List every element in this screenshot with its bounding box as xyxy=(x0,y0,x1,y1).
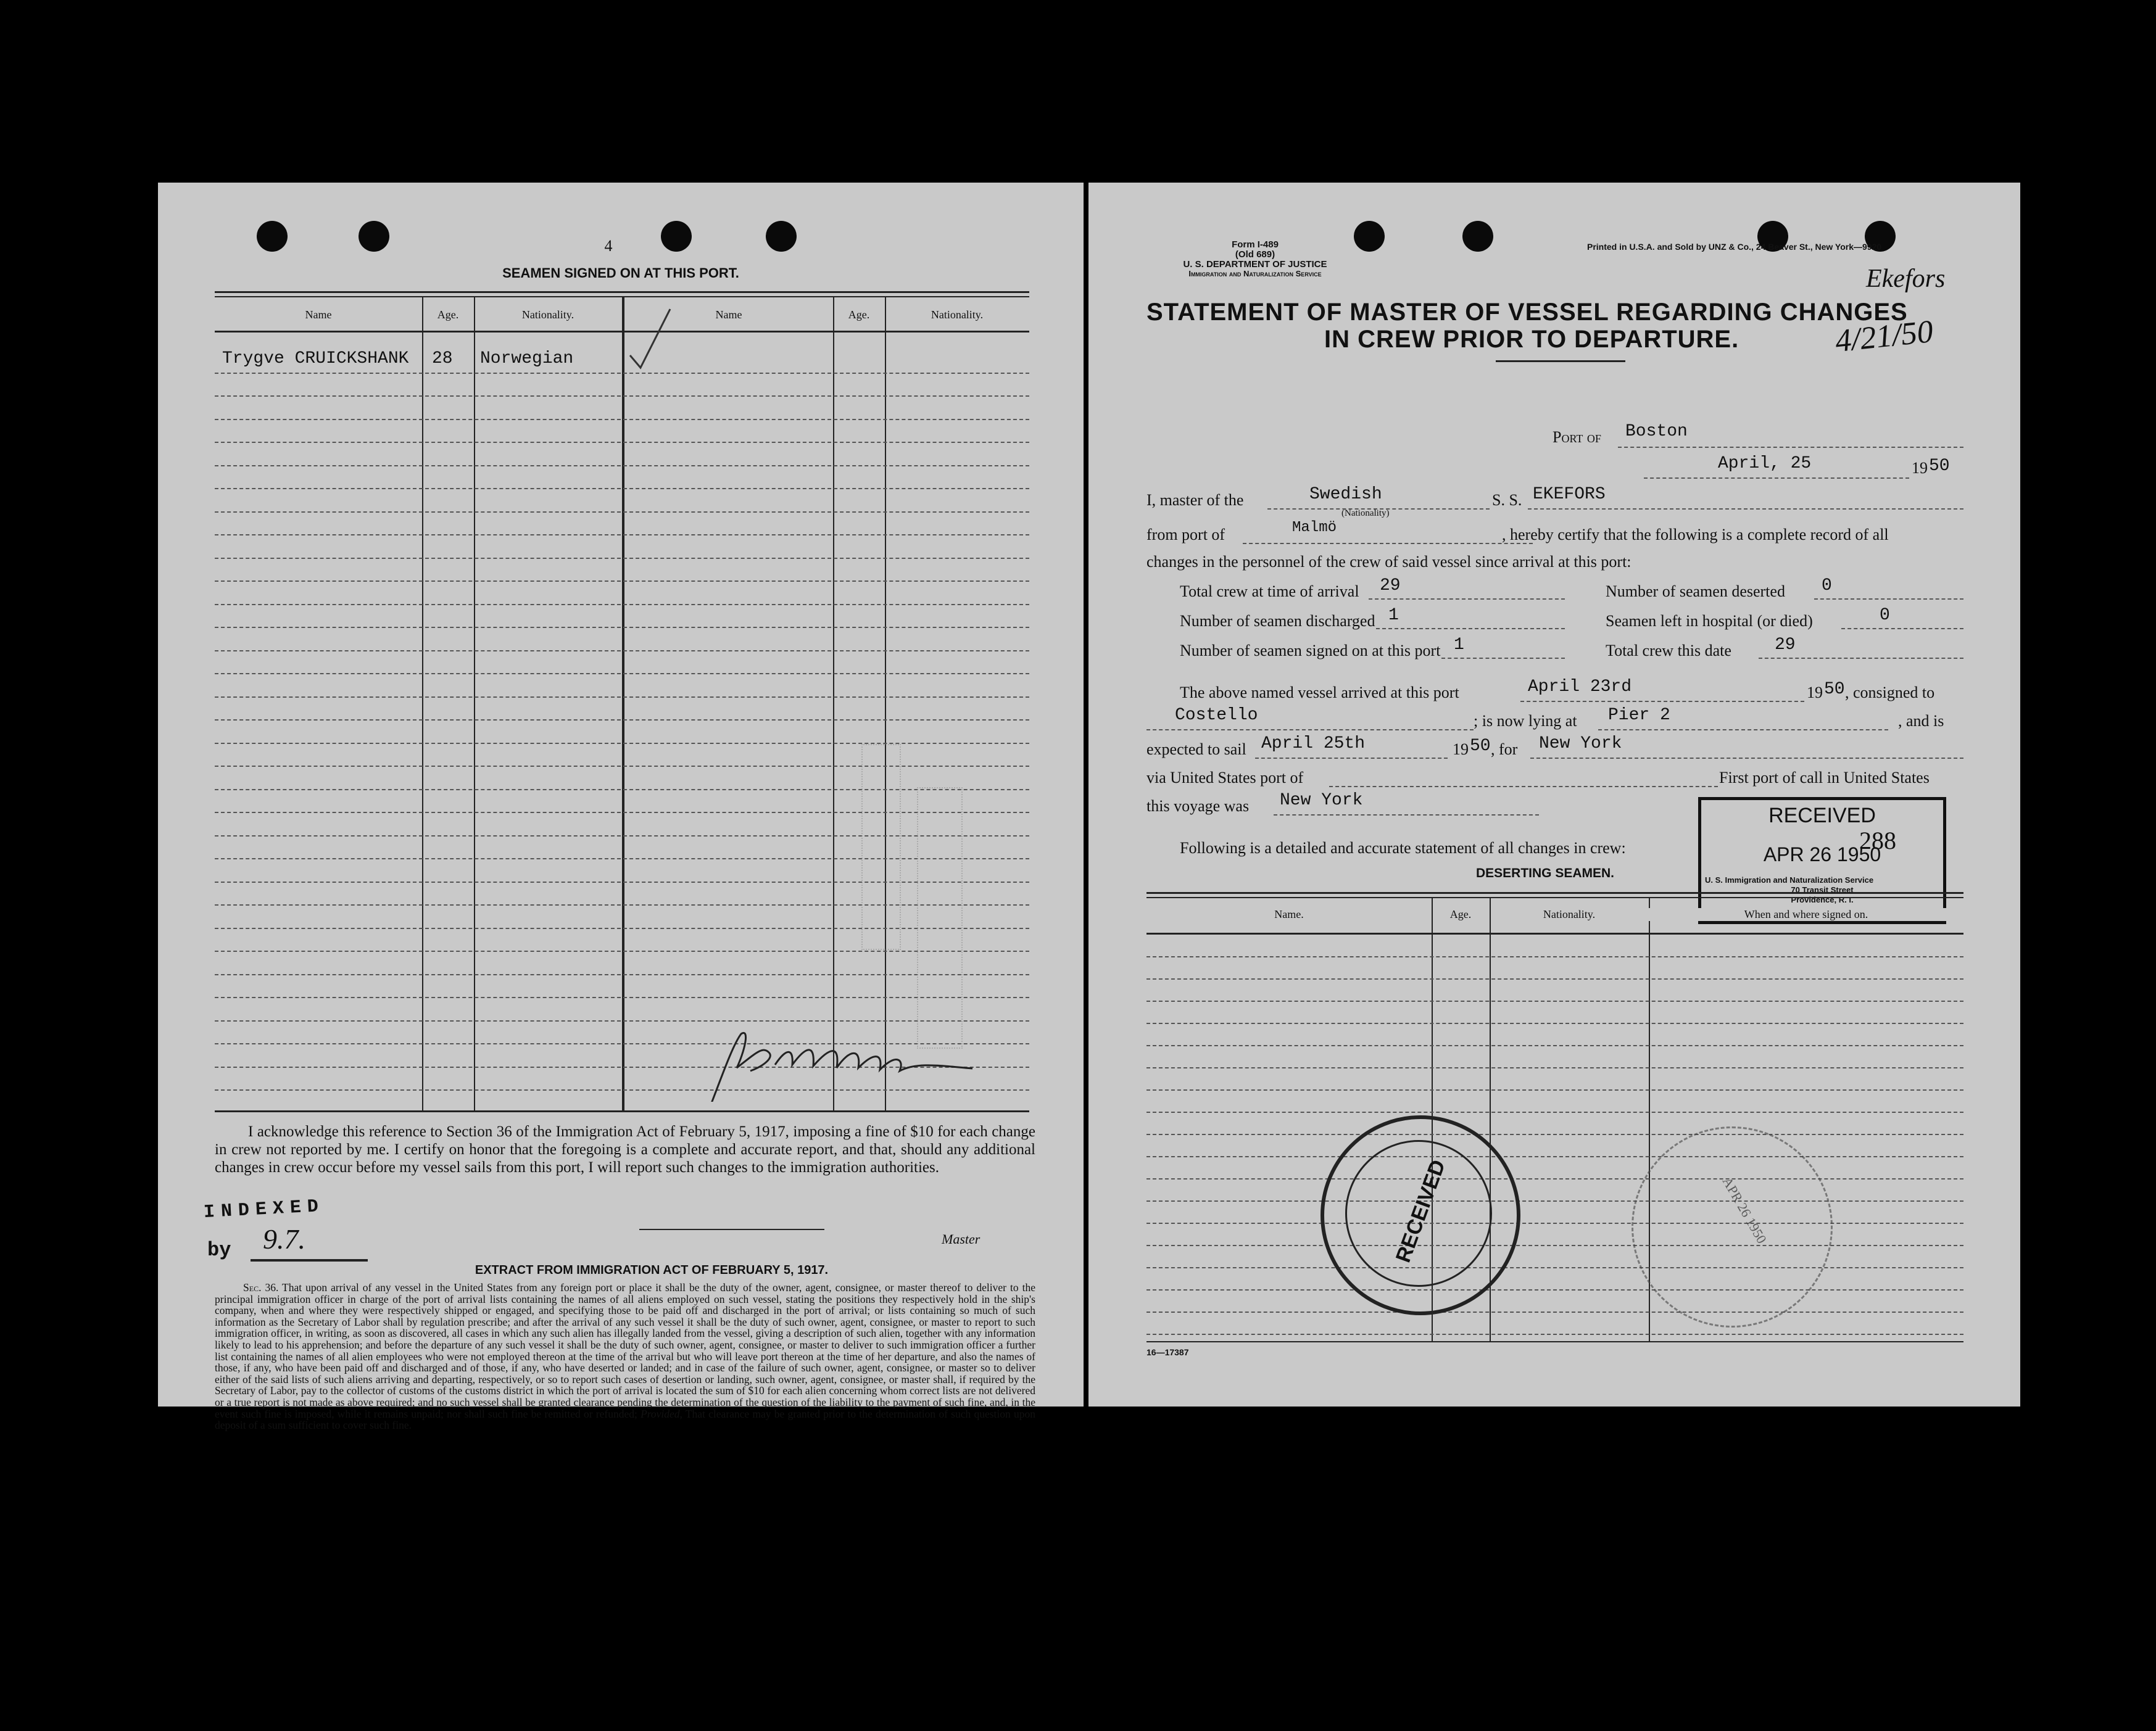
extract-body: Sec. 36. That upon arrival of any vessel in the United States from any foreign port or place it shall be the duty of the owner, agent, consignee, or master thereof to deliver to the principal immigration officer in charge of the port of arrival lists containing the names of all aliens employed on such vessel, stating the positions they respectively hold in the ship's company, when and where they were respectively shipped or engaged, and specifying those to be paid off and discharged in the port of arrival; or lists containing so much of such information as the Secretary of Labor shall by regulation prescribe; and after the arrival of any such vessel it shall be the duty of such owner, agent, consignee, or master to report to such immigration officer, in writing, as soon as discovered, all cases in which any such alien has illegally landed from the vessel, giving a description of such alien, together with any information likely to lead to his apprehension; and before the departure of any such vessel it shall be the duty of such owner, agent, consignee, or master to deliver to such immigration officer a further list containing the names of all alien employees who were not employed thereon at the time of the arrival but who will leave port thereon at the time of her departure, and also the names of those, if any, who have been paid off and discharged and of those, if any, who have deserted or landed; and in case of the failure of such owner, agent, consignee, or master so to deliver either of the said lists of such aliens arriving and departing, respectively, or so to report such cases of desertion or landing, such owner, agent, consignee, or master shall, if required by the Secretary of Labor, pay to the collector of customs of the customs district in which the port of arrival is located the sum of $10 for each alien concerning whom correct lists are not delivered or a true report is not made as above required; and no such vessel shall be granted clearance pending the determination of the question of the liability to the payment of such fine, and, in the event such fine is imposed, while it remains unpaid; nor shall such fine be remitted or refunded; Provided, That clearance may be granted prior to the determination of such question upon deposit of a sum sufficient to cover such fine. xyxy=(215,1281,1036,1432)
seamen-discharged: 1 xyxy=(1388,606,1399,625)
deserting-header-name: Name. xyxy=(1274,908,1304,920)
deserting-header-nationality: Nationality. xyxy=(1543,908,1596,920)
arrival-date: April 23rd xyxy=(1528,677,1632,696)
round-faint-stamp: APR 26 1950 xyxy=(1632,1126,1833,1328)
indexed-by-label: by xyxy=(207,1239,231,1262)
department: U. S. DEPARTMENT OF JUSTICE xyxy=(1183,259,1327,270)
header-nationality-2: Nationality. xyxy=(931,308,984,321)
seamen-hospital: 0 xyxy=(1880,606,1890,625)
footer-code: 16—17387 xyxy=(1146,1347,1189,1357)
form-title-line1: STATEMENT OF MASTER OF VESSEL REGARDING CHANGES xyxy=(1146,299,1908,326)
extract-section: Sec. 36. xyxy=(243,1281,279,1294)
punch-hole xyxy=(766,221,797,252)
punch-hole xyxy=(661,221,692,252)
total-crew-today: 29 xyxy=(1775,635,1796,655)
seamen-signed-on: 1 xyxy=(1454,635,1464,655)
master-of-label: I, master of the xyxy=(1146,491,1244,509)
indexed-stamp: INDEXED xyxy=(203,1196,325,1224)
form-number: Form I-489 xyxy=(1232,239,1279,250)
date-value: April, 25 xyxy=(1718,454,1812,473)
first-port-of-call: New York xyxy=(1280,791,1363,810)
handwritten-vessel-name: Ekefors xyxy=(1866,265,1946,293)
header-name: Name xyxy=(305,308,332,321)
seamen-deserted: 0 xyxy=(1822,576,1832,595)
master-signature xyxy=(682,1009,1053,1102)
page-number: 4 xyxy=(604,237,613,255)
following-text: Following is a detailed and accurate statement of all changes in crew: xyxy=(1180,839,1626,857)
total-crew-arrival: 29 xyxy=(1380,576,1401,595)
port-label: Port of xyxy=(1553,428,1601,446)
from-port-label: from port of xyxy=(1146,526,1225,543)
header-nationality: Nationality. xyxy=(521,308,574,321)
check-mark-icon xyxy=(627,306,676,374)
right-page: Form I-489 (Old 689) U. S. DEPARTMENT OF JUSTICE Immigration and Naturalization Service Printed in U.S.A. and Sold by UNZ & Co., 24 Beaver St., New York—9920 Ekefors 4/21/50 STATEMENT OF MASTER OF VESSEL REGARDING CHANGES IN CREW PRIOR TO DEPARTURE. Port of Boston April, 25 19 50 I, master of the Swedish (Nationality) S. S. EKEFORS from port of Malmö , hereby certify that the following is a complete record of all changes in the personnel of the crew of said vessel since arrival at this port: Total crew at time of arrival 29 Number of seamen deserted 0 Number of seamen discharged 1 Seamen left in hospital (or died) 0 Number of seamen signed on at this port 1 Total crew this date 29 The above named vessel arrived at this port April 23rd 19 50 , consigned to Costello ; is now lying at Pier 2 , and is expected to sail April 25th 19 50 , for New York via United States port of First port of call in United States this voyage was New York Following is a detailed and accurate statement of all changes in crew: DESERTING SEAMEN. RECEIVED 288 APR 26 1950 U. S. Immigration and Naturalization Service 70 Transit Street Providence, R. I. Name. Age. Nationality. When and where signed on. RECEIVED APR 26 1950 16—17387 xyxy=(1088,183,2020,1407)
header-age: Age. xyxy=(437,308,459,321)
header-age-2: Age. xyxy=(848,308,870,321)
consignee: Costello xyxy=(1175,706,1258,725)
destination: New York xyxy=(1539,734,1622,753)
table-row-nationality: Norwegian xyxy=(480,349,574,368)
deserting-header-signed-on: When and where signed on. xyxy=(1649,908,1963,921)
round-received-stamp: RECEIVED xyxy=(1321,1115,1520,1315)
printer-note: Printed in U.S.A. and Sold by UNZ & Co., 24 Beaver St., New York—9920 xyxy=(1587,242,1882,252)
ship-name: EKEFORS xyxy=(1533,485,1606,504)
handwritten-date: 4/21/50 xyxy=(1833,313,1935,360)
lying-at: Pier 2 xyxy=(1608,706,1670,725)
form-old-number: (Old 689) xyxy=(1235,249,1275,260)
arrival-year: 50 xyxy=(1824,680,1845,699)
section-title: SEAMEN SIGNED ON AT THIS PORT. xyxy=(502,265,739,281)
changes-text: changes in the personnel of the crew of said vessel since arrival at this port: xyxy=(1146,553,1632,571)
deserting-header-age: Age. xyxy=(1449,908,1472,920)
indexed-by-initials: 9.7. xyxy=(263,1223,305,1255)
deserting-title: DESERTING SEAMEN. xyxy=(1475,866,1615,880)
faint-stamp xyxy=(861,744,901,950)
nationality-caption: (Nationality) xyxy=(1341,508,1390,518)
punch-hole xyxy=(1354,221,1385,252)
acknowledgement-text: I acknowledge this reference to Section 36 of the Immigration Act of February 5, 1917, imposing a fine of $10 for each change in crew not reported by me. I certify on honor that the foregoing is a complete and accurate report, and that, should any additional changes in crew occur before my vessel sails from this port, I will report such changes to the immigration authorities. xyxy=(215,1123,1035,1176)
port-value: Boston xyxy=(1625,422,1688,441)
date-year: 50 xyxy=(1929,457,1950,476)
service: Immigration and Naturalization Service xyxy=(1188,269,1322,278)
expected-year: 50 xyxy=(1470,737,1491,756)
left-page xyxy=(158,183,1084,1432)
punch-hole xyxy=(1462,221,1493,252)
expected-sail-date: April 25th xyxy=(1261,734,1366,753)
signature-label: Master xyxy=(942,1231,981,1247)
nationality-value: Swedish xyxy=(1309,485,1382,504)
received-stamp: RECEIVED 288 APR 26 1950 U. S. Immigration and Naturalization Service 70 Transit Street Providence, R. I. xyxy=(1698,797,1946,924)
extract-title: EXTRACT FROM IMMIGRATION ACT OF FEBRUARY 5, 1917. xyxy=(475,1263,829,1277)
form-title-line2: IN CREW PRIOR TO DEPARTURE. xyxy=(1324,326,1739,353)
table-row-name: Trygve CRUICKSHANK xyxy=(222,349,409,368)
ss-label: S. S. xyxy=(1492,491,1522,509)
header-name-2: Name xyxy=(715,308,742,321)
punch-hole xyxy=(359,221,389,252)
from-port-value: Malmö xyxy=(1292,519,1337,536)
table-row-age: 28 xyxy=(432,349,453,368)
punch-hole xyxy=(257,221,288,252)
